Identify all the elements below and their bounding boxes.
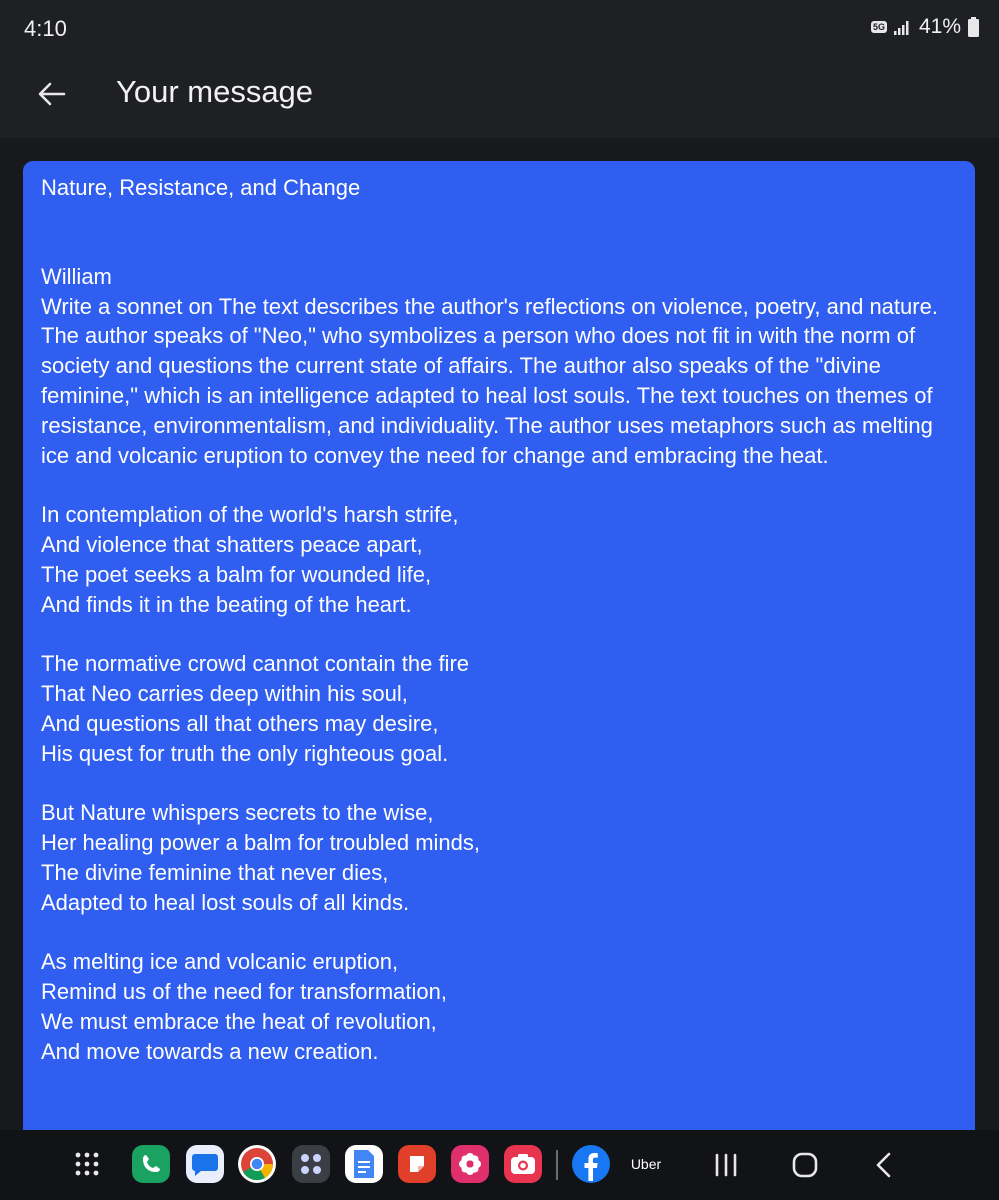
apps-grid-button[interactable] xyxy=(68,1145,106,1183)
poem-line: Adapted to heal lost souls of all kinds. xyxy=(41,889,410,915)
poem-line: But Nature whispers secrets to the wise, xyxy=(41,800,434,826)
battery-icon xyxy=(968,17,979,37)
chrome-icon xyxy=(240,1147,274,1181)
uber-label: Uber xyxy=(630,1156,662,1172)
stanza xyxy=(41,798,957,917)
poem-line: That Neo carries deep within his soul, xyxy=(41,680,408,706)
camera-icon xyxy=(510,1153,536,1175)
status-icons xyxy=(871,15,979,39)
messages-icon xyxy=(191,1151,219,1177)
poem-line: And violence that shatters peace apart, xyxy=(41,531,423,557)
app-bar xyxy=(0,56,999,138)
flower-app[interactable] xyxy=(451,1145,489,1183)
camera-app[interactable] xyxy=(504,1145,542,1183)
navigation-bar xyxy=(0,1130,999,1200)
recents-icon xyxy=(708,1147,744,1183)
message-title: Nature, Resistance, and Change xyxy=(41,175,361,200)
docs-icon xyxy=(352,1149,376,1179)
battery-percent: 41% xyxy=(918,15,961,38)
uber-app[interactable] xyxy=(626,1145,666,1183)
stanza xyxy=(41,649,957,768)
phone-app[interactable] xyxy=(132,1145,170,1183)
poem-line: The divine feminine that never dies, xyxy=(41,859,389,885)
chrome-app[interactable] xyxy=(238,1145,276,1183)
poem-line: The normative crowd cannot contain the fire xyxy=(41,651,470,677)
poem-line: His quest for truth the only righteous goal. xyxy=(41,740,449,766)
recents-button[interactable] xyxy=(708,1147,744,1183)
message-prompt: Write a sonnet on The text describes the author's reflections on violence, poetry, and nature. The author speaks of "Neo," who symbolizes a person who does not fit in with the norm of society and questions the current state of affairs. The author also speaks of the "divine feminine," which is an intelligence adapted to heal lost souls. The text touches on themes of resistance, environmentalism, and individuality. The author uses metaphors such as melting ice and volcanic eruption to convey the need for change and embracing the heat. xyxy=(41,293,938,468)
page-title: Your message xyxy=(116,74,314,109)
poem-line: And questions all that others may desire, xyxy=(41,710,439,736)
phone-icon xyxy=(139,1152,163,1176)
poem-line: And move towards a new creation. xyxy=(41,1038,379,1064)
messages-app[interactable] xyxy=(186,1145,224,1183)
message-content xyxy=(0,138,999,1130)
poem-line: We must embrace the heat of revolution, xyxy=(41,1008,437,1034)
folder-app[interactable] xyxy=(292,1145,330,1183)
message-author: William xyxy=(41,263,112,289)
status-bar xyxy=(0,0,999,56)
nav-back-button[interactable] xyxy=(866,1147,902,1183)
stanza xyxy=(41,947,957,1066)
status-time: 4:10 xyxy=(24,16,67,41)
message-bubble xyxy=(23,161,975,1161)
poem-line: Her healing power a balm for troubled minds, xyxy=(41,829,481,855)
home-icon xyxy=(787,1147,823,1183)
poem-line: The poet seeks a balm for wounded life, xyxy=(41,561,432,587)
poem-line: Remind us of the need for transformation, xyxy=(41,978,447,1004)
docs-app[interactable] xyxy=(345,1145,383,1183)
apps-grid-icon xyxy=(74,1151,100,1177)
flower-icon xyxy=(457,1151,483,1177)
dock-divider xyxy=(556,1150,558,1180)
signal-icon xyxy=(894,19,912,35)
poem-line: And finds it in the beating of the heart. xyxy=(41,591,412,617)
home-button[interactable] xyxy=(787,1147,823,1183)
nav-back-icon xyxy=(866,1147,902,1183)
notes-icon xyxy=(405,1152,429,1176)
stanza xyxy=(41,500,957,619)
folder-icon xyxy=(297,1150,325,1178)
facebook-icon xyxy=(573,1146,609,1182)
notes-app[interactable] xyxy=(398,1145,436,1183)
facebook-app[interactable] xyxy=(572,1145,610,1183)
back-arrow-icon xyxy=(32,74,72,114)
poem-line: As melting ice and volcanic eruption, xyxy=(41,949,399,975)
poem-line: In contemplation of the world's harsh strife, xyxy=(41,502,459,528)
back-button[interactable] xyxy=(32,74,72,114)
network-5g-icon: 5G xyxy=(872,22,885,32)
